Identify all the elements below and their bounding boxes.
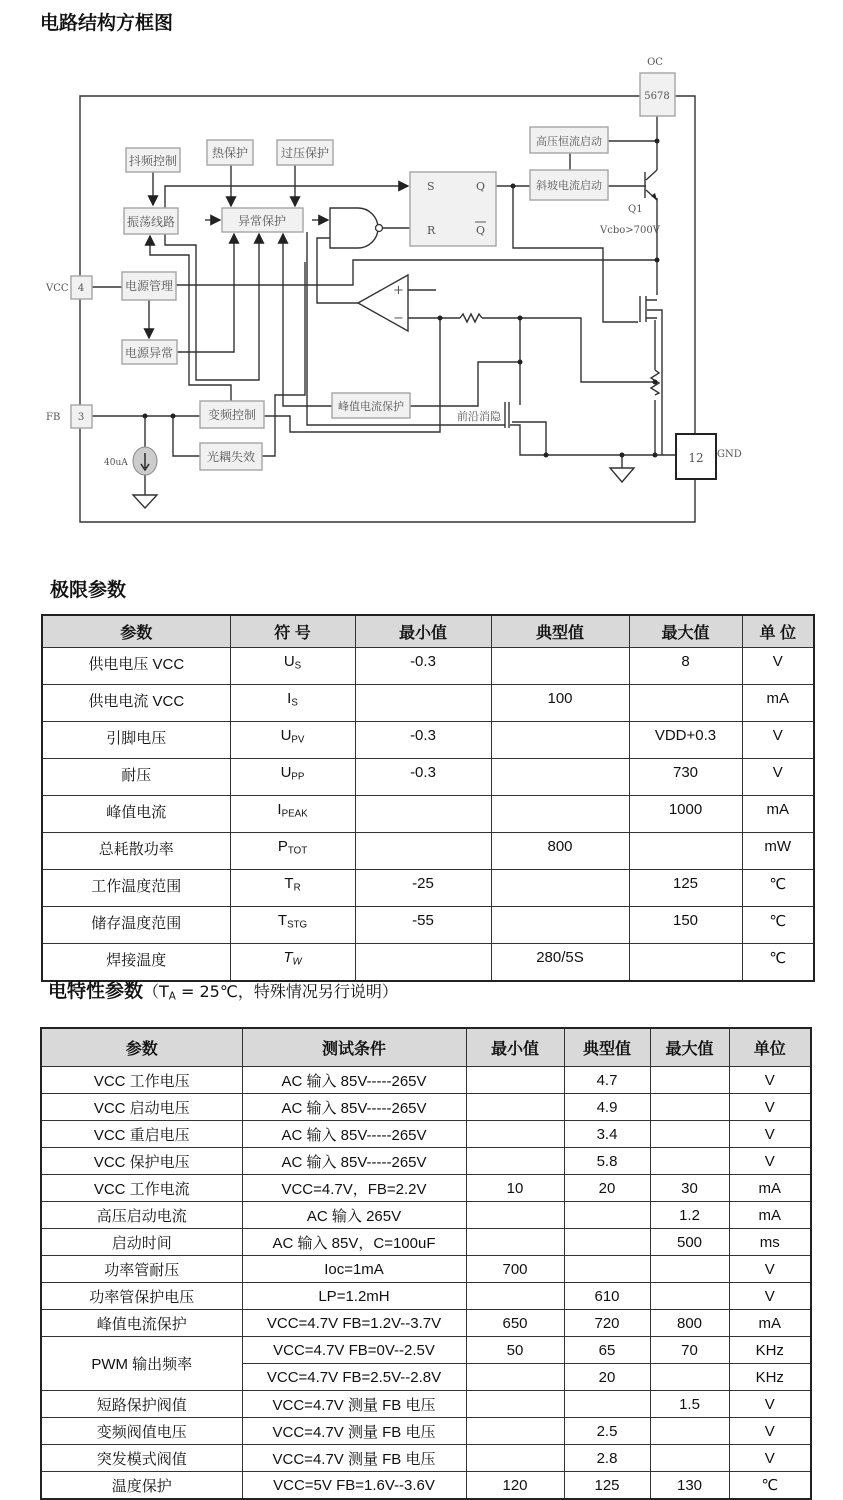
- unit-cell: ℃: [742, 944, 814, 982]
- svg-text:FB: FB: [46, 412, 61, 423]
- max-cell: 150: [629, 907, 742, 944]
- max-cell: 1000: [629, 796, 742, 833]
- block-optocoupler-failure: [200, 443, 262, 470]
- table-row: [41, 1148, 811, 1175]
- param-cell: 工作温度范围: [42, 870, 230, 907]
- unit-cell: mA: [729, 1202, 811, 1229]
- column-header: 参数: [42, 615, 230, 648]
- q1-label: Q1: [628, 204, 643, 215]
- max-cell: [650, 1121, 729, 1148]
- typ-cell: 4.7: [564, 1067, 650, 1094]
- unit-cell: V: [729, 1283, 811, 1310]
- unit-cell: ms: [729, 1229, 811, 1256]
- param-cell: 引脚电压: [42, 722, 230, 759]
- min-cell: [466, 1148, 564, 1175]
- symbol-subscript: S: [294, 660, 302, 672]
- param-cell: 峰值电流: [42, 796, 230, 833]
- max-cell: 730: [629, 759, 742, 796]
- symbol-base: U: [280, 727, 292, 744]
- typ-cell: 20: [564, 1175, 650, 1202]
- cond-cell: VCC=4.7V，FB=2.2V: [242, 1175, 466, 1202]
- typ-cell: [564, 1256, 650, 1283]
- svg-text:R: R: [427, 224, 436, 237]
- cond-cell: VCC=5V FB=1.6V--3.6V: [242, 1472, 466, 1500]
- condition-note: （$T_A$ = 25℃，特殊情况另行说明）: [143, 982, 398, 1003]
- cond-cell: VCC=4.7V 测量 FB 电压: [242, 1418, 466, 1445]
- max-cell: 125: [629, 870, 742, 907]
- min-cell: -0.3: [355, 648, 491, 685]
- cond-cell: AC 输入 85V-----265V: [242, 1094, 466, 1121]
- svg-text:5678: 5678: [644, 91, 670, 102]
- block-power-management: [122, 272, 176, 300]
- column-header: 最小值: [355, 615, 491, 648]
- table-row: [41, 1391, 811, 1418]
- max-cell: [629, 944, 742, 982]
- max-cell: 500: [650, 1229, 729, 1256]
- min-cell: [466, 1364, 564, 1391]
- table-row: [41, 1067, 811, 1094]
- max-cell: [629, 685, 742, 722]
- table-row: [42, 685, 814, 722]
- unit-cell: V: [729, 1445, 811, 1472]
- table-row: [42, 870, 814, 907]
- cond-cell: VCC=4.7V FB=2.5V--2.8V: [242, 1364, 466, 1391]
- unit-cell: mA: [729, 1175, 811, 1202]
- svg-text:Q: Q: [476, 224, 486, 237]
- limits-table: [41, 614, 815, 982]
- column-header: 典型值: [564, 1028, 650, 1067]
- symbol-base: T: [277, 912, 288, 929]
- typ-cell: [491, 870, 629, 907]
- cond-cell: Ioc=1mA: [242, 1256, 466, 1283]
- typ-cell: [564, 1202, 650, 1229]
- param-cell: 功率管保护电压: [41, 1283, 242, 1310]
- unit-cell: ℃: [729, 1472, 811, 1500]
- min-cell: [466, 1229, 564, 1256]
- block-oscillator: [124, 208, 178, 234]
- pin-oc: [640, 57, 675, 116]
- unit-cell: V: [729, 1256, 811, 1283]
- min-cell: [466, 1121, 564, 1148]
- min-cell: [466, 1445, 564, 1472]
- unit-cell: V: [729, 1418, 811, 1445]
- symbol-subscript: PV: [291, 734, 305, 746]
- unit-cell: mA: [729, 1310, 811, 1337]
- cond-cell: AC 输入 85V，C=100uF: [242, 1229, 466, 1256]
- table-row: [42, 796, 814, 833]
- unit-cell: mA: [742, 796, 814, 833]
- symbol-subscript: TOT: [287, 845, 308, 857]
- comparator-minus: −: [393, 311, 404, 326]
- section-title-electrical: [48, 976, 398, 1003]
- svg-text:VCC: VCC: [46, 283, 69, 294]
- block-overvoltage-protection: [277, 140, 333, 165]
- max-cell: 30: [650, 1175, 729, 1202]
- symbol-base: I: [277, 801, 282, 818]
- typ-cell: [564, 1229, 650, 1256]
- column-header: 单位: [729, 1028, 811, 1067]
- block-jitter-control: [126, 148, 180, 172]
- table-row: [41, 1445, 811, 1472]
- block-thermal-protection: [207, 140, 253, 165]
- svg-text:光耦失效: 光耦失效: [206, 450, 256, 464]
- svg-text:抖频控制: 抖频控制: [128, 154, 178, 168]
- typ-cell: 5.8: [564, 1148, 650, 1175]
- unit-cell: V: [729, 1391, 811, 1418]
- param-cell: PWM 输出频率: [41, 1337, 242, 1391]
- symbol-subscript: PP: [291, 771, 305, 783]
- table-row: [42, 722, 814, 759]
- param-cell: VCC 启动电压: [41, 1094, 242, 1121]
- min-cell: [466, 1418, 564, 1445]
- min-cell: -55: [355, 907, 491, 944]
- pin-fb: [46, 405, 92, 428]
- svg-text:Q: Q: [476, 180, 486, 193]
- column-header: 最小值: [466, 1028, 564, 1067]
- column-header: 典型值: [491, 615, 629, 648]
- circuit-block-diagram: [0, 0, 843, 545]
- unit-cell: V: [742, 648, 814, 685]
- param-cell: 储存温度范围: [42, 907, 230, 944]
- svg-text:过压保护: 过压保护: [280, 146, 330, 160]
- symbol-cell: [230, 759, 355, 796]
- min-cell: [466, 1391, 564, 1418]
- block-ramp-current-start: [530, 170, 608, 200]
- svg-text:电源异常: 电源异常: [124, 346, 174, 360]
- unit-cell: V: [742, 722, 814, 759]
- unit-cell: V: [729, 1121, 811, 1148]
- table-row: [41, 1310, 811, 1337]
- sr-latch: [410, 172, 496, 246]
- min-cell: [355, 796, 491, 833]
- symbol-cell: [230, 833, 355, 870]
- svg-text:S: S: [427, 180, 435, 193]
- table-row: [42, 648, 814, 685]
- symbol-cell: [230, 722, 355, 759]
- param-cell: VCC 保护电压: [41, 1148, 242, 1175]
- typ-cell: 280/5S: [491, 944, 629, 982]
- max-cell: [629, 833, 742, 870]
- svg-text:12: 12: [688, 451, 704, 465]
- param-cell: 峰值电流保护: [41, 1310, 242, 1337]
- unit-cell: KHz: [729, 1364, 811, 1391]
- unit-cell: V: [742, 759, 814, 796]
- svg-text:OC: OC: [647, 57, 663, 68]
- symbol-base: I: [287, 690, 292, 707]
- unit-cell: ℃: [742, 870, 814, 907]
- typ-cell: 100: [491, 685, 629, 722]
- symbol-subscript: STG: [287, 919, 308, 931]
- unit-cell: V: [729, 1067, 811, 1094]
- typ-cell: [491, 722, 629, 759]
- unit-cell: V: [729, 1148, 811, 1175]
- symbol-subscript: R: [293, 882, 301, 894]
- typ-cell: 65: [564, 1337, 650, 1364]
- cond-cell: VCC=4.7V 测量 FB 电压: [242, 1445, 466, 1472]
- max-cell: 1.5: [650, 1391, 729, 1418]
- svg-text:变频控制: 变频控制: [207, 408, 257, 422]
- max-cell: VDD+0.3: [629, 722, 742, 759]
- table-row: [42, 833, 814, 870]
- column-header: 参数: [41, 1028, 242, 1067]
- typ-cell: [491, 796, 629, 833]
- param-cell: 总耗散功率: [42, 833, 230, 870]
- pin-vcc: [45, 276, 92, 299]
- cond-cell: VCC=4.7V FB=1.2V--3.7V: [242, 1310, 466, 1337]
- symbol-cell: [230, 907, 355, 944]
- column-header: 最大值: [650, 1028, 729, 1067]
- param-cell: 启动时间: [41, 1229, 242, 1256]
- table-row: [41, 1094, 811, 1121]
- param-cell: 焊接温度: [42, 944, 230, 982]
- param-cell: VCC 工作电压: [41, 1067, 242, 1094]
- table-row: [41, 1175, 811, 1202]
- cond-cell: AC 输入 85V-----265V: [242, 1121, 466, 1148]
- max-cell: 800: [650, 1310, 729, 1337]
- block-peak-current-protection: [332, 393, 410, 418]
- param-cell: 温度保护: [41, 1472, 242, 1500]
- cond-cell: AC 输入 85V-----265V: [242, 1067, 466, 1094]
- max-cell: [650, 1256, 729, 1283]
- min-cell: -25: [355, 870, 491, 907]
- param-cell: 耐压: [42, 759, 230, 796]
- column-header: 测试条件: [242, 1028, 466, 1067]
- cond-cell: LP=1.2mH: [242, 1283, 466, 1310]
- cond-cell: AC 输入 265V: [242, 1202, 466, 1229]
- max-cell: 130: [650, 1472, 729, 1500]
- leading-edge-blanking-label: 前沿消隐: [457, 410, 501, 423]
- min-cell: 10: [466, 1175, 564, 1202]
- max-cell: [650, 1283, 729, 1310]
- typ-cell: 4.9: [564, 1094, 650, 1121]
- min-cell: [355, 833, 491, 870]
- max-cell: [650, 1094, 729, 1121]
- max-cell: 70: [650, 1337, 729, 1364]
- max-cell: [650, 1148, 729, 1175]
- max-cell: [650, 1067, 729, 1094]
- comparator-plus: +: [393, 283, 404, 298]
- param-cell: 供电电流 VCC: [42, 685, 230, 722]
- table-row: [41, 1256, 811, 1283]
- table-row: [41, 1202, 811, 1229]
- param-cell: 变频阀值电压: [41, 1418, 242, 1445]
- table-row: [41, 1337, 811, 1364]
- param-cell: 高压启动电流: [41, 1202, 242, 1229]
- svg-text:振荡线路: 振荡线路: [126, 215, 176, 229]
- param-cell: VCC 重启电压: [41, 1121, 242, 1148]
- symbol-subscript: W: [292, 956, 302, 968]
- svg-text:热保护: 热保护: [211, 146, 249, 160]
- current-source: [104, 447, 157, 475]
- symbol-base: $T_W$: [283, 949, 302, 968]
- min-cell: [466, 1283, 564, 1310]
- svg-text:高压恒流启动: 高压恒流启动: [536, 135, 602, 148]
- min-cell: 50: [466, 1337, 564, 1364]
- unit-cell: ℃: [742, 907, 814, 944]
- typ-cell: 125: [564, 1472, 650, 1500]
- typ-cell: 720: [564, 1310, 650, 1337]
- param-cell: 短路保护阀值: [41, 1391, 242, 1418]
- min-cell: [355, 685, 491, 722]
- param-cell: 功率管耐压: [41, 1256, 242, 1283]
- table-row: [41, 1229, 811, 1256]
- block-frequency-control: [200, 401, 264, 428]
- svg-text:异常保护: 异常保护: [237, 214, 287, 228]
- param-cell: 突发模式阀值: [41, 1445, 242, 1472]
- unit-cell: V: [729, 1094, 811, 1121]
- svg-text:4: 4: [77, 283, 85, 294]
- unit-cell: KHz: [729, 1337, 811, 1364]
- min-cell: [466, 1202, 564, 1229]
- q1-rating: Vcbo>700V: [600, 225, 660, 236]
- symbol-cell: [230, 685, 355, 722]
- typ-cell: [491, 648, 629, 685]
- min-cell: [466, 1094, 564, 1121]
- block-power-fault: [122, 340, 177, 364]
- max-cell: 1.2: [650, 1202, 729, 1229]
- table-row: [41, 1283, 811, 1310]
- unit-cell: mA: [742, 685, 814, 722]
- svg-text:电源管理: 电源管理: [124, 279, 174, 293]
- symbol-subscript: PEAK: [281, 808, 308, 820]
- param-cell: VCC 工作电流: [41, 1175, 242, 1202]
- svg-text:3: 3: [77, 412, 85, 423]
- min-cell: 700: [466, 1256, 564, 1283]
- svg-text:GND: GND: [717, 449, 742, 460]
- min-cell: 650: [466, 1310, 564, 1337]
- symbol-cell: [230, 648, 355, 685]
- param-cell: 供电电压 VCC: [42, 648, 230, 685]
- section-title-block-diagram: 电路结构方框图: [40, 12, 174, 34]
- min-cell: [466, 1067, 564, 1094]
- title-text: 电特性参数: [48, 980, 144, 1002]
- typ-cell: 610: [564, 1283, 650, 1310]
- symbol-base: U: [283, 653, 295, 670]
- svg-text:峰值电流保护: 峰值电流保护: [338, 400, 404, 413]
- column-header: 符 号: [230, 615, 355, 648]
- typ-cell: 2.5: [564, 1418, 650, 1445]
- max-cell: [650, 1445, 729, 1472]
- column-header: 单 位: [742, 615, 814, 648]
- max-cell: [650, 1418, 729, 1445]
- cond-cell: AC 输入 85V-----265V: [242, 1148, 466, 1175]
- section-title-limits: 极限参数: [50, 579, 127, 601]
- typ-cell: [491, 759, 629, 796]
- block-abnormal-protection: [222, 208, 303, 232]
- symbol-base: U: [280, 764, 292, 781]
- pin-gnd: [676, 434, 742, 479]
- typ-cell: 3.4: [564, 1121, 650, 1148]
- max-cell: 8: [629, 648, 742, 685]
- symbol-subscript: S: [291, 697, 298, 709]
- typ-cell: [564, 1391, 650, 1418]
- max-cell: [650, 1364, 729, 1391]
- symbol-base: P: [277, 838, 288, 855]
- typ-cell: 20: [564, 1364, 650, 1391]
- svg-text:斜坡电流启动: 斜坡电流启动: [536, 179, 602, 192]
- typ-cell: [491, 907, 629, 944]
- svg-text:40uA: 40uA: [104, 458, 128, 468]
- block-hv-constant-current-start: [530, 127, 608, 153]
- table-row: [42, 907, 814, 944]
- min-cell: 120: [466, 1472, 564, 1500]
- cond-cell: VCC=4.7V FB=0V--2.5V: [242, 1337, 466, 1364]
- table-row: [41, 1472, 811, 1500]
- electrical-table: [40, 1027, 812, 1500]
- cond-cell: VCC=4.7V 测量 FB 电压: [242, 1391, 466, 1418]
- unit-cell: mW: [742, 833, 814, 870]
- typ-cell: 2.8: [564, 1445, 650, 1472]
- column-header: 最大值: [629, 615, 742, 648]
- typ-cell: 800: [491, 833, 629, 870]
- table-row: [42, 759, 814, 796]
- min-cell: -0.3: [355, 722, 491, 759]
- min-cell: -0.3: [355, 759, 491, 796]
- table-row: [41, 1418, 811, 1445]
- symbol-cell: [230, 870, 355, 907]
- symbol-cell: [230, 796, 355, 833]
- symbol-base: T: [284, 875, 294, 892]
- table-row: [41, 1121, 811, 1148]
